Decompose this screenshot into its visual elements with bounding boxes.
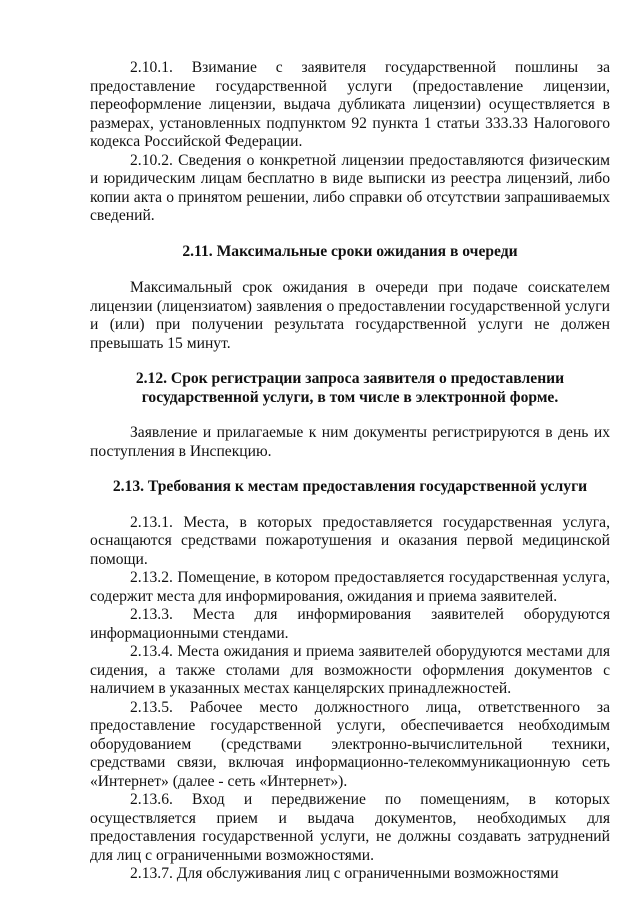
paragraph-2-13-5: 2.13.5. Рабочее место должностного лица, ответственного за предоставление государственной услуги, обеспечивается необходимым оборудованием (средствами электронно-вычислительной техники, средствами связи, включая информационно-телекоммуникационную сеть «Интернет» (далее - сеть «Интернет»). bbox=[90, 698, 610, 790]
paragraph-2-10-1: 2.10.1. Взимание с заявителя государственной пошлины за предоставление государственной услуги (предоставление лицензии, переоформление лицензии, выдача дубликата лицензии) осуществляется в размерах, установленных подпунктом 92 пункта 1 статьи 333.33 Налогового кодекса Российской Федерации. bbox=[90, 59, 610, 150]
paragraph-2-11: Максимальный срок ожидания в очереди при подаче соискателем лицензии (лицензиатом) заявления о предоставлении государственной услуги и (или) при получении результата государственной услуги не должен превышать 15 минут. bbox=[90, 279, 610, 352]
heading-2-12-line2: государственной услуги, в том числе в электронной форме. bbox=[141, 388, 559, 406]
heading-2-11: 2.11. Максимальные сроки ожидания в очереди bbox=[182, 242, 518, 260]
paragraph-2-13-3: 2.13.3. Места для информирования заявителей оборудуются информационными стендами. bbox=[90, 606, 610, 642]
heading-2-12-line1: 2.12. Срок регистрации запроса заявителя о предоставлении bbox=[135, 370, 565, 387]
paragraph-2-12: Заявление и прилагаемые к ним документы регистрируются в день их поступления в Инспекцию. bbox=[90, 424, 610, 460]
paragraph-2-13-2: 2.13.2. Помещение, в котором предоставляется государственная услуга, содержит места для информирования, ожидания и приема заявителей. bbox=[90, 569, 610, 605]
paragraph-2-13-6: 2.13.6. Вход и передвижение по помещениям, в которых осуществляется прием и выдача документов, необходимых для предоставления государственной услуги, не должны создавать затруднений для лиц с ограниченными возможностями. bbox=[90, 791, 610, 864]
paragraph-2-13-4: 2.13.4. Места ожидания и приема заявителей оборудуются местами для сидения, а также столами для возможности оформления документов с наличием в указанных местах канцелярских принадлежностей. bbox=[90, 643, 610, 697]
paragraph-2-10-2: 2.10.2. Сведения о конкретной лицензии предоставляются физическим и юридическим лицам бесплатно в виде выписки из реестра лицензий, либо копии акта о принятом решении, либо справки об отсутствии запрашиваемых сведений. bbox=[90, 151, 610, 224]
heading-2-13: 2.13. Требования к местам предоставления государственной услуги bbox=[112, 478, 588, 495]
paragraph-2-13-1: 2.13.1. Места, в которых предоставляется государственная услуга, оснащаются средствами пожаротушения и оказания первой медицинской помощи. bbox=[90, 513, 610, 568]
paragraph-2-13-7: 2.13.7. Для обслуживания лиц с ограниченными возможностями bbox=[130, 865, 559, 882]
